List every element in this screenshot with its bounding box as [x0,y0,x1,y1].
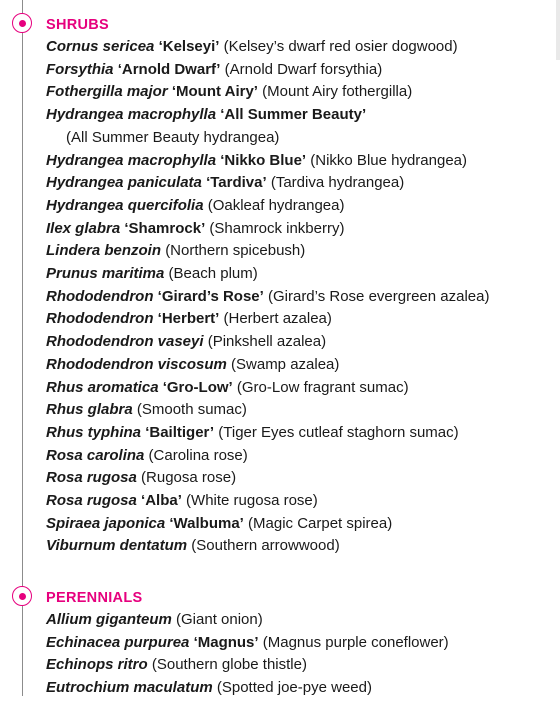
list-item [46,422,560,445]
botanical-name: Viburnum dentatum [46,537,188,555]
cultivar-name: ‘Nikko Blue’ [220,151,307,169]
botanical-name: Hydrangea paniculata [46,174,202,192]
botanical-name: Rhus glabra [46,401,133,419]
list-item [46,195,560,218]
common-name: (Pinkshell azalea) [207,333,327,351]
botanical-name: Forsythia [46,60,114,78]
botanical-name: Hydrangea macrophylla [46,151,217,169]
common-name: (Rugosa rose) [141,469,237,487]
botanical-name: Eutrochium maculatum [46,679,213,697]
botanical-name: Rosa rugosa [46,469,137,487]
botanical-name: Hydrangea quercifolia [46,196,204,214]
cultivar-name: ‘Alba’ [141,492,182,510]
common-name: (White rugosa rose) [186,492,318,510]
botanical-name: Rhododendron [46,287,154,305]
common-name: (Kelsey’s dwarf red osier dogwood) [223,38,458,55]
botanical-name: Rosa carolina [46,446,145,464]
list-item [46,445,560,468]
list-item [46,172,560,195]
cultivar-name: ‘Magnus’ [193,633,259,651]
common-name: (Southern globe thistle) [151,656,307,674]
cultivar-name: ‘Kelseyi’ [158,38,220,55]
cultivar-name: ‘Shamrock’ [124,219,206,237]
common-name: (Gro-Low fragrant sumac) [236,378,409,396]
list-item [46,654,560,677]
list-item [46,513,560,536]
common-name: (Arnold Dwarf forsythia) [224,60,383,78]
list-item [46,308,560,331]
common-name: (Giant onion) [176,611,263,628]
list-item [46,467,560,490]
botanical-name: Cornus sericea [46,38,155,55]
cultivar-name: ‘Tardiva’ [206,174,267,192]
perennials-section [46,587,560,700]
cultivar-name: ‘Girard’s Rose’ [157,287,264,305]
cultivar-name: ‘Bailtiger’ [145,423,215,441]
section-marker-icon [12,13,32,33]
common-name: (Nikko Blue hydrangea) [310,151,468,169]
list-item [46,104,560,149]
section-marker-icon [12,586,32,606]
common-name: (Southern arrowwood) [191,537,340,555]
botanical-name: Prunus maritima [46,265,165,283]
common-name: (Magnus purple coneflower) [262,633,449,651]
list-item [46,331,560,354]
common-name: (All Summer Beauty hydrangea) [66,128,280,146]
list-item [46,81,560,104]
list-item [46,609,560,632]
common-name: (Tiger Eyes cutleaf staghorn sumac) [218,423,459,441]
common-name: (Girard’s Rose evergreen azalea) [267,287,490,305]
botanical-name: Rhododendron viscosum [46,355,227,373]
common-name: (Herbert azalea) [223,310,332,328]
cultivar-name: ‘Gro-Low’ [162,378,233,396]
list-item [46,218,560,241]
botanical-name: Hydrangea macrophylla [46,106,217,124]
list-item [46,150,560,173]
list-item [46,535,560,558]
botanical-name: Echinops ritro [46,656,148,674]
list-item [46,677,560,700]
list-item [46,377,560,400]
common-name: (Beach plum) [168,265,258,283]
common-name: (Oakleaf hydrangea) [207,196,345,214]
botanical-name: Rhododendron vaseyi [46,333,204,351]
common-name: (Carolina rose) [148,446,248,464]
list-item [46,286,560,309]
botanical-name: Rhus aromatica [46,378,159,396]
common-name: (Mount Airy fothergilla) [262,83,413,101]
botanical-name: Ilex glabra [46,219,121,237]
cultivar-name: ‘Mount Airy’ [171,83,258,101]
botanical-name: Rosa rugosa [46,492,137,510]
list-item [46,632,560,655]
shrubs-section [46,14,560,558]
section-heading-perennials: PERENNIALS [46,590,143,606]
list-item [46,263,560,286]
cultivar-name: ‘Walbuma’ [169,514,244,532]
common-name: (Shamrock inkberry) [209,219,345,237]
botanical-name: Fothergilla major [46,83,168,101]
cultivar-name: ‘All Summer Beauty’ [220,106,367,124]
botanical-name: Spiraea japonica [46,514,166,532]
botanical-name: Echinacea purpurea [46,633,190,651]
list-item [46,399,560,422]
list-item [46,59,560,82]
section-heading-shrubs: SHRUBS [46,17,110,33]
cultivar-name: ‘Arnold Dwarf’ [117,60,221,78]
common-name: (Spotted joe-pye weed) [216,679,372,697]
list-item [46,240,560,263]
common-name: (Swamp azalea) [231,355,340,373]
common-name: (Tardiva hydrangea) [270,174,405,192]
list-item [46,36,560,59]
common-name: (Smooth sumac) [136,401,247,419]
list-item [46,490,560,513]
list-item [46,354,560,377]
cultivar-name: ‘Herbert’ [157,310,220,328]
botanical-name: Rhododendron [46,310,154,328]
botanical-name: Allium giganteum [46,611,172,628]
botanical-name: Rhus typhina [46,423,142,441]
common-name: (Magic Carpet spirea) [248,514,393,532]
common-name: (Northern spicebush) [165,242,306,260]
botanical-name: Lindera benzoin [46,242,162,260]
